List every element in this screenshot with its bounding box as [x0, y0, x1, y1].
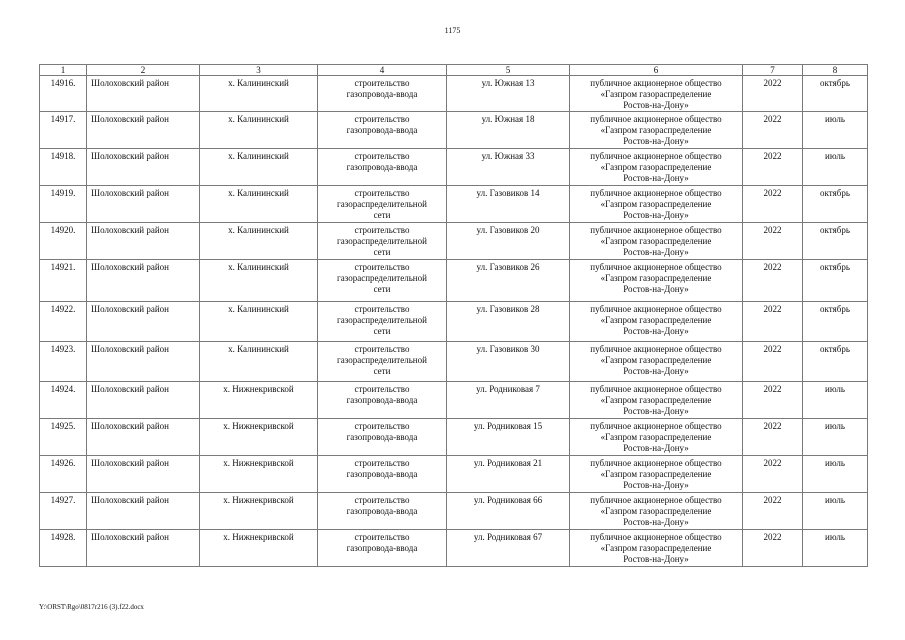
- cell-month: июль: [803, 149, 868, 186]
- cell-address: ул. Газовиков 20: [447, 223, 570, 260]
- cell-work-type: [318, 456, 447, 493]
- cell-work-type-line: газораспределительной: [337, 315, 427, 325]
- cell-district: Шолоховский район: [87, 456, 200, 493]
- cell-organization-line: публичное акционерное общество: [590, 151, 722, 161]
- cell-work-type-line: сети: [373, 326, 391, 336]
- cell-locality: х. Нижнекривской: [200, 493, 318, 530]
- cell-work-type-line: строительство: [354, 304, 410, 314]
- cell-address: ул. Газовиков 28: [447, 302, 570, 342]
- cell-organization-line: «Газпром газораспределение: [600, 506, 712, 516]
- cell-year: 2022: [743, 76, 803, 112]
- cell-work-type-line: строительство: [354, 78, 410, 88]
- cell-work-type: [318, 186, 447, 223]
- cell-district: Шолоховский район: [87, 419, 200, 456]
- cell-year: 2022: [743, 342, 803, 382]
- cell-organization-line: публичное акционерное общество: [590, 458, 722, 468]
- cell-number: 14928.: [40, 530, 87, 567]
- cell-year: 2022: [743, 419, 803, 456]
- cell-district: Шолоховский район: [87, 186, 200, 223]
- cell-work-type-line: строительство: [354, 458, 410, 468]
- cell-district: Шолоховский район: [87, 149, 200, 186]
- cell-month: июль: [803, 419, 868, 456]
- cell-address: ул. Родниковая 7: [447, 382, 570, 419]
- cell-district: Шолоховский район: [87, 112, 200, 149]
- cell-organization-line: публичное акционерное общество: [590, 384, 722, 394]
- cell-work-type-line: газопровода-ввода: [346, 469, 418, 479]
- cell-number: 14921.: [40, 260, 87, 302]
- cell-organization-line: «Газпром газораспределение: [600, 199, 712, 209]
- table-row: [40, 342, 868, 382]
- cell-work-type: [318, 382, 447, 419]
- cell-work-type-line: газопровода-ввода: [346, 395, 418, 405]
- column-header: 5: [447, 65, 570, 76]
- cell-organization-line: «Газпром газораспределение: [600, 395, 712, 405]
- cell-work-type-line: газопровода-ввода: [346, 543, 418, 553]
- table-row: [40, 302, 868, 342]
- cell-number: 14920.: [40, 223, 87, 260]
- cell-organization-line: Ростов-на-Дону»: [623, 326, 689, 336]
- cell-number: 14924.: [40, 382, 87, 419]
- cell-month: октябрь: [803, 76, 868, 112]
- cell-address: ул. Южная 13: [447, 76, 570, 112]
- cell-month: октябрь: [803, 342, 868, 382]
- cell-work-type-line: строительство: [354, 421, 410, 431]
- cell-organization: [570, 223, 743, 260]
- cell-work-type-line: сети: [373, 284, 391, 294]
- cell-month: октябрь: [803, 302, 868, 342]
- column-header: 4: [318, 65, 447, 76]
- column-header: 7: [743, 65, 803, 76]
- column-header: 3: [200, 65, 318, 76]
- cell-organization-line: публичное акционерное общество: [590, 225, 722, 235]
- cell-work-type: [318, 493, 447, 530]
- cell-number: 14918.: [40, 149, 87, 186]
- table-row: [40, 223, 868, 260]
- cell-organization-line: «Газпром газораспределение: [600, 125, 712, 135]
- cell-address: ул. Родниковая 21: [447, 456, 570, 493]
- cell-work-type-line: газопровода-ввода: [346, 125, 418, 135]
- cell-locality: х. Калининский: [200, 302, 318, 342]
- cell-organization: [570, 302, 743, 342]
- cell-organization-line: Ростов-на-Дону»: [623, 136, 689, 146]
- cell-address: ул. Газовиков 14: [447, 186, 570, 223]
- cell-year: 2022: [743, 493, 803, 530]
- cell-year: 2022: [743, 530, 803, 567]
- register-table: [39, 64, 868, 567]
- cell-work-type: [318, 112, 447, 149]
- cell-number: 14927.: [40, 493, 87, 530]
- cell-organization: [570, 382, 743, 419]
- table-row: [40, 419, 868, 456]
- cell-organization-line: публичное акционерное общество: [590, 421, 722, 431]
- cell-organization-line: «Газпром газораспределение: [600, 162, 712, 172]
- cell-month: июль: [803, 456, 868, 493]
- column-header: 2: [87, 65, 200, 76]
- cell-organization: [570, 186, 743, 223]
- cell-organization-line: публичное акционерное общество: [590, 188, 722, 198]
- cell-number: 14917.: [40, 112, 87, 149]
- cell-organization-line: Ростов-на-Дону»: [623, 480, 689, 490]
- cell-organization: [570, 530, 743, 567]
- cell-work-type-line: строительство: [354, 262, 410, 272]
- cell-month: октябрь: [803, 186, 868, 223]
- cell-locality: х. Калининский: [200, 223, 318, 260]
- cell-organization-line: «Газпром газораспределение: [600, 236, 712, 246]
- cell-work-type: [318, 419, 447, 456]
- cell-number: 14919.: [40, 186, 87, 223]
- cell-locality: х. Нижнекривской: [200, 530, 318, 567]
- page-number: 1175: [444, 26, 461, 35]
- cell-number: 14926.: [40, 456, 87, 493]
- cell-address: ул. Южная 18: [447, 112, 570, 149]
- header-row: [40, 65, 868, 76]
- cell-organization-line: «Газпром газораспределение: [600, 432, 712, 442]
- cell-work-type-line: строительство: [354, 495, 410, 505]
- cell-district: Шолоховский район: [87, 76, 200, 112]
- cell-number: 14916.: [40, 76, 87, 112]
- cell-address: ул. Газовиков 30: [447, 342, 570, 382]
- cell-work-type-line: сети: [373, 366, 391, 376]
- cell-organization-line: публичное акционерное общество: [590, 78, 722, 88]
- footer-file-path: Y:\ORST\Rgo\0817r216 (3).f22.docx: [39, 603, 144, 611]
- cell-address: ул. Родниковая 66: [447, 493, 570, 530]
- cell-organization-line: Ростов-на-Дону»: [623, 247, 689, 257]
- table-row: [40, 186, 868, 223]
- cell-work-type-line: строительство: [354, 384, 410, 394]
- cell-organization-line: Ростов-на-Дону»: [623, 284, 689, 294]
- cell-district: Шолоховский район: [87, 260, 200, 302]
- cell-organization: [570, 456, 743, 493]
- cell-month: июль: [803, 112, 868, 149]
- table-row: [40, 493, 868, 530]
- cell-work-type-line: строительство: [354, 114, 410, 124]
- cell-address: ул. Южная 33: [447, 149, 570, 186]
- cell-organization-line: публичное акционерное общество: [590, 344, 722, 354]
- cell-work-type-line: строительство: [354, 188, 410, 198]
- cell-month: июль: [803, 493, 868, 530]
- cell-district: Шолоховский район: [87, 302, 200, 342]
- cell-locality: х. Калининский: [200, 186, 318, 223]
- cell-district: Шолоховский район: [87, 223, 200, 260]
- cell-address: ул. Родниковая 67: [447, 530, 570, 567]
- table-row: [40, 76, 868, 112]
- cell-number: 14922.: [40, 302, 87, 342]
- cell-month: октябрь: [803, 260, 868, 302]
- cell-organization-line: Ростов-на-Дону»: [623, 100, 689, 110]
- cell-district: Шолоховский район: [87, 493, 200, 530]
- cell-organization: [570, 76, 743, 112]
- cell-organization: [570, 260, 743, 302]
- cell-organization-line: Ростов-на-Дону»: [623, 210, 689, 220]
- cell-district: Шолоховский район: [87, 342, 200, 382]
- cell-locality: х. Нижнекривской: [200, 456, 318, 493]
- cell-organization-line: «Газпром газораспределение: [600, 543, 712, 553]
- cell-number: 14923.: [40, 342, 87, 382]
- cell-organization-line: «Газпром газораспределение: [600, 89, 712, 99]
- cell-organization: [570, 112, 743, 149]
- column-header: 6: [570, 65, 743, 76]
- cell-locality: х. Калининский: [200, 76, 318, 112]
- cell-organization-line: «Газпром газораспределение: [600, 469, 712, 479]
- cell-organization: [570, 149, 743, 186]
- cell-organization-line: «Газпром газораспределение: [600, 315, 712, 325]
- cell-organization-line: Ростов-на-Дону»: [623, 443, 689, 453]
- cell-work-type: [318, 342, 447, 382]
- cell-district: Шолоховский район: [87, 530, 200, 567]
- table-row: [40, 260, 868, 302]
- table-row: [40, 530, 868, 567]
- cell-year: 2022: [743, 112, 803, 149]
- table-row: [40, 112, 868, 149]
- cell-work-type-line: газораспределительной: [337, 199, 427, 209]
- cell-work-type-line: сети: [373, 247, 391, 257]
- cell-organization-line: публичное акционерное общество: [590, 532, 722, 542]
- cell-year: 2022: [743, 149, 803, 186]
- cell-year: 2022: [743, 223, 803, 260]
- cell-organization-line: публичное акционерное общество: [590, 262, 722, 272]
- cell-month: июль: [803, 382, 868, 419]
- cell-address: ул. Газовиков 26: [447, 260, 570, 302]
- cell-month: июль: [803, 530, 868, 567]
- cell-address: ул. Родниковая 15: [447, 419, 570, 456]
- cell-organization-line: публичное акционерное общество: [590, 114, 722, 124]
- cell-work-type-line: газораспределительной: [337, 236, 427, 246]
- cell-year: 2022: [743, 456, 803, 493]
- cell-work-type: [318, 149, 447, 186]
- cell-organization: [570, 493, 743, 530]
- cell-work-type-line: газопровода-ввода: [346, 432, 418, 442]
- cell-work-type-line: газопровода-ввода: [346, 89, 418, 99]
- cell-work-type: [318, 302, 447, 342]
- cell-organization-line: Ростов-на-Дону»: [623, 517, 689, 527]
- cell-year: 2022: [743, 260, 803, 302]
- cell-locality: х. Калининский: [200, 342, 318, 382]
- cell-work-type: [318, 260, 447, 302]
- cell-work-type-line: строительство: [354, 151, 410, 161]
- cell-locality: х. Калининский: [200, 149, 318, 186]
- cell-organization-line: «Газпром газораспределение: [600, 273, 712, 283]
- cell-organization-line: «Газпром газораспределение: [600, 355, 712, 365]
- cell-work-type-line: газораспределительной: [337, 355, 427, 365]
- column-header: 1: [40, 65, 87, 76]
- cell-year: 2022: [743, 186, 803, 223]
- cell-organization-line: публичное акционерное общество: [590, 495, 722, 505]
- cell-organization-line: Ростов-на-Дону»: [623, 173, 689, 183]
- cell-work-type-line: газопровода-ввода: [346, 506, 418, 516]
- cell-organization-line: Ростов-на-Дону»: [623, 406, 689, 416]
- cell-district: Шолоховский район: [87, 382, 200, 419]
- cell-locality: х. Калининский: [200, 112, 318, 149]
- cell-organization-line: Ростов-на-Дону»: [623, 554, 689, 564]
- cell-locality: х. Нижнекривской: [200, 419, 318, 456]
- cell-organization: [570, 419, 743, 456]
- table-row: [40, 149, 868, 186]
- cell-work-type: [318, 530, 447, 567]
- cell-work-type-line: строительство: [354, 344, 410, 354]
- cell-organization-line: Ростов-на-Дону»: [623, 366, 689, 376]
- cell-locality: х. Калининский: [200, 260, 318, 302]
- cell-work-type-line: газораспределительной: [337, 273, 427, 283]
- table-row: [40, 456, 868, 493]
- cell-work-type: [318, 76, 447, 112]
- cell-organization: [570, 342, 743, 382]
- cell-year: 2022: [743, 382, 803, 419]
- cell-year: 2022: [743, 302, 803, 342]
- table-row: [40, 382, 868, 419]
- cell-locality: х. Нижнекривской: [200, 382, 318, 419]
- cell-work-type-line: строительство: [354, 225, 410, 235]
- cell-month: октябрь: [803, 223, 868, 260]
- column-header: 8: [803, 65, 868, 76]
- cell-work-type-line: строительство: [354, 532, 410, 542]
- cell-organization-line: публичное акционерное общество: [590, 304, 722, 314]
- cell-work-type-line: газопровода-ввода: [346, 162, 418, 172]
- cell-number: 14925.: [40, 419, 87, 456]
- cell-work-type-line: сети: [373, 210, 391, 220]
- cell-work-type: [318, 223, 447, 260]
